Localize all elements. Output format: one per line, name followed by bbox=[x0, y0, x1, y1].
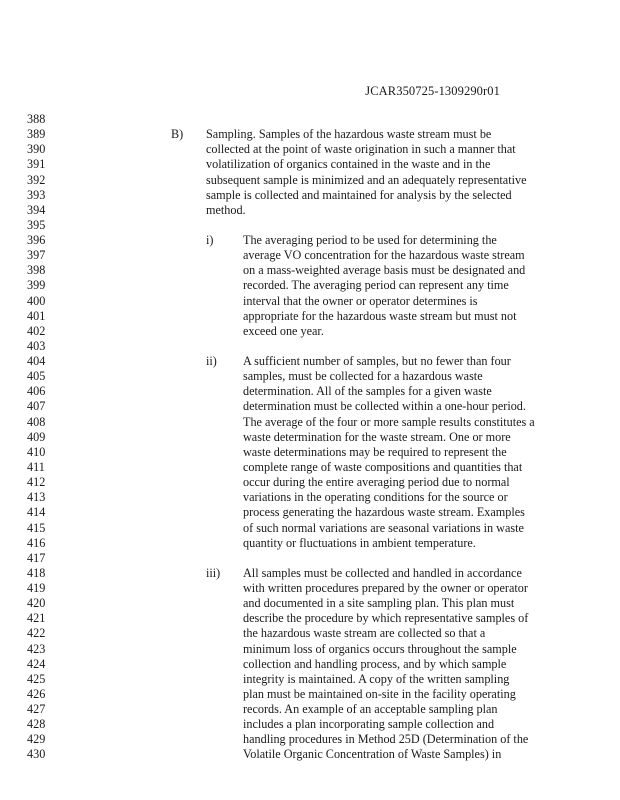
line-text: Sampling. Samples of the hazardous waste stream must be bbox=[206, 127, 492, 142]
document-line bbox=[0, 398, 620, 414]
line-number: 395 bbox=[27, 217, 46, 232]
line-text: records. An example of an acceptable sampling plan bbox=[243, 702, 498, 717]
line-text: plan must be maintained on-site in the facility operating bbox=[243, 686, 516, 701]
line-text: waste determination for the waste stream. One or more bbox=[243, 429, 511, 444]
line-text: variations in the operating conditions for the source or bbox=[243, 490, 508, 505]
line-number: 417 bbox=[27, 550, 46, 565]
document-line bbox=[0, 202, 620, 218]
line-number: 392 bbox=[27, 172, 46, 187]
line-number: 416 bbox=[27, 535, 46, 550]
line-number: 398 bbox=[27, 263, 46, 278]
line-number: 396 bbox=[27, 233, 46, 248]
line-text: minimum loss of organics occurs throughout the sample bbox=[243, 641, 517, 656]
line-number: 389 bbox=[27, 127, 46, 142]
document-line bbox=[0, 308, 620, 324]
line-text: recorded. The averaging period can represent any time bbox=[243, 278, 509, 293]
document-line bbox=[0, 414, 620, 430]
line-text: volatilization of organics contained in the waste and in the bbox=[206, 157, 491, 172]
line-number: 410 bbox=[27, 444, 46, 459]
line-number: 427 bbox=[27, 702, 46, 717]
line-number: 405 bbox=[27, 369, 46, 384]
line-number: 388 bbox=[27, 112, 46, 126]
section-label: i) bbox=[206, 233, 214, 248]
line-number: 407 bbox=[27, 399, 46, 414]
document-line bbox=[0, 656, 620, 672]
line-number: 406 bbox=[27, 384, 46, 399]
line-number: 397 bbox=[27, 248, 46, 263]
line-number: 391 bbox=[27, 157, 46, 172]
document-line bbox=[0, 610, 620, 626]
line-text: on a mass-weighted average basis must be designated and bbox=[243, 263, 526, 278]
document-line bbox=[0, 489, 620, 505]
line-number: 425 bbox=[27, 671, 46, 686]
line-text: quantity or fluctuations in ambient temperature. bbox=[243, 535, 476, 550]
line-text: All samples must be collected and handled in accordance bbox=[243, 565, 522, 580]
document-line bbox=[0, 156, 620, 172]
line-text: samples, must be collected for a hazardous waste bbox=[243, 369, 483, 384]
line-text: complete range of waste compositions and quantities that bbox=[243, 459, 523, 474]
document-line bbox=[0, 686, 620, 702]
line-text: subsequent sample is minimized and an adequately representative bbox=[206, 172, 527, 187]
document-header-id: JCAR350725-1309290r01 bbox=[365, 84, 500, 98]
document-line bbox=[0, 338, 620, 354]
document-line bbox=[0, 701, 620, 717]
document-line bbox=[0, 535, 620, 551]
document-line bbox=[0, 746, 620, 762]
document-line bbox=[0, 323, 620, 339]
line-number: 413 bbox=[27, 490, 46, 505]
line-text: the hazardous waste stream are collected so that a bbox=[243, 626, 486, 641]
line-number: 423 bbox=[27, 641, 46, 656]
document-line bbox=[0, 641, 620, 657]
line-text: process generating the hazardous waste stream. Examples bbox=[243, 505, 525, 520]
line-number: 430 bbox=[27, 747, 46, 762]
document-line bbox=[0, 187, 620, 203]
line-number: 403 bbox=[27, 338, 46, 353]
line-text: collection and handling process, and by which sample bbox=[243, 656, 507, 671]
line-number: 420 bbox=[27, 596, 46, 611]
line-number: 429 bbox=[27, 732, 46, 747]
line-text: with written procedures prepared by the owner or operator bbox=[243, 581, 528, 596]
line-number: 393 bbox=[27, 187, 46, 202]
line-number: 409 bbox=[27, 429, 46, 444]
document-line bbox=[0, 277, 620, 293]
line-text: determination. All of the samples for a given waste bbox=[243, 384, 492, 399]
line-number: 415 bbox=[27, 520, 46, 535]
document-line bbox=[0, 353, 620, 369]
line-text: handling procedures in Method 25D (Determination of the bbox=[243, 732, 529, 747]
document-line bbox=[0, 459, 620, 475]
line-number: 412 bbox=[27, 475, 46, 490]
line-number: 390 bbox=[27, 142, 46, 157]
line-number: 401 bbox=[27, 308, 46, 323]
line-text: determination must be collected within a one-hour period. bbox=[243, 399, 526, 414]
line-text: Volatile Organic Concentration of Waste Samples) in bbox=[243, 747, 502, 762]
line-text: describe the procedure by which representative samples of bbox=[243, 611, 529, 626]
line-text: sample is collected and maintained for analysis by the selected bbox=[206, 187, 512, 202]
document-line bbox=[0, 232, 620, 248]
document-line bbox=[0, 172, 620, 188]
document-line bbox=[0, 731, 620, 747]
line-number: 402 bbox=[27, 323, 46, 338]
line-number: 411 bbox=[27, 459, 45, 474]
document-line bbox=[0, 126, 620, 142]
line-text: The averaging period to be used for determining the bbox=[243, 233, 497, 248]
document-line bbox=[0, 444, 620, 460]
document-line bbox=[0, 262, 620, 278]
line-text: exceed one year. bbox=[243, 323, 324, 338]
document-line bbox=[0, 141, 620, 157]
line-number: 418 bbox=[27, 565, 46, 580]
line-text: occur during the entire averaging period due to normal bbox=[243, 475, 510, 490]
line-text: A sufficient number of samples, but no fewer than four bbox=[243, 354, 511, 369]
document-line bbox=[0, 217, 620, 233]
line-text: waste determinations may be required to represent the bbox=[243, 444, 507, 459]
line-number: 424 bbox=[27, 656, 46, 671]
line-text: includes a plan incorporating sample collection and bbox=[243, 717, 495, 732]
line-text: integrity is maintained. A copy of the written sampling bbox=[243, 671, 510, 686]
line-number: 422 bbox=[27, 626, 46, 641]
document-line bbox=[0, 595, 620, 611]
document-line bbox=[0, 383, 620, 399]
line-number: 399 bbox=[27, 278, 46, 293]
document-line bbox=[0, 580, 620, 596]
document-line bbox=[0, 111, 620, 127]
line-number: 408 bbox=[27, 414, 46, 429]
line-number: 426 bbox=[27, 686, 46, 701]
line-number: 394 bbox=[27, 202, 46, 217]
line-number: 400 bbox=[27, 293, 46, 308]
line-number: 421 bbox=[27, 611, 46, 626]
document-line bbox=[0, 429, 620, 445]
document-line bbox=[0, 625, 620, 641]
section-label: B) bbox=[171, 127, 184, 142]
line-text: and documented in a site sampling plan. This plan must bbox=[243, 596, 515, 611]
document-line bbox=[0, 716, 620, 732]
document-line bbox=[0, 671, 620, 687]
line-number: 404 bbox=[27, 354, 46, 369]
document-line bbox=[0, 550, 620, 566]
document-line bbox=[0, 565, 620, 581]
line-text: average VO concentration for the hazardous waste stream bbox=[243, 248, 525, 263]
document-line bbox=[0, 293, 620, 309]
line-text: appropriate for the hazardous waste stream but must not bbox=[243, 308, 517, 323]
line-text: The average of the four or more sample results constitutes a bbox=[243, 414, 535, 429]
line-number: 428 bbox=[27, 717, 46, 732]
line-text: method. bbox=[206, 202, 246, 217]
line-number: 419 bbox=[27, 581, 46, 596]
document-line bbox=[0, 368, 620, 384]
line-number: 414 bbox=[27, 505, 46, 520]
section-label: iii) bbox=[206, 565, 221, 580]
document-line bbox=[0, 520, 620, 536]
document-line bbox=[0, 474, 620, 490]
document-line bbox=[0, 504, 620, 520]
line-text: of such normal variations are seasonal variations in waste bbox=[243, 520, 524, 535]
line-text: collected at the point of waste origination in such a manner that bbox=[206, 142, 516, 157]
document-line bbox=[0, 247, 620, 263]
section-label: ii) bbox=[206, 354, 217, 369]
line-text: interval that the owner or operator determines is bbox=[243, 293, 478, 308]
